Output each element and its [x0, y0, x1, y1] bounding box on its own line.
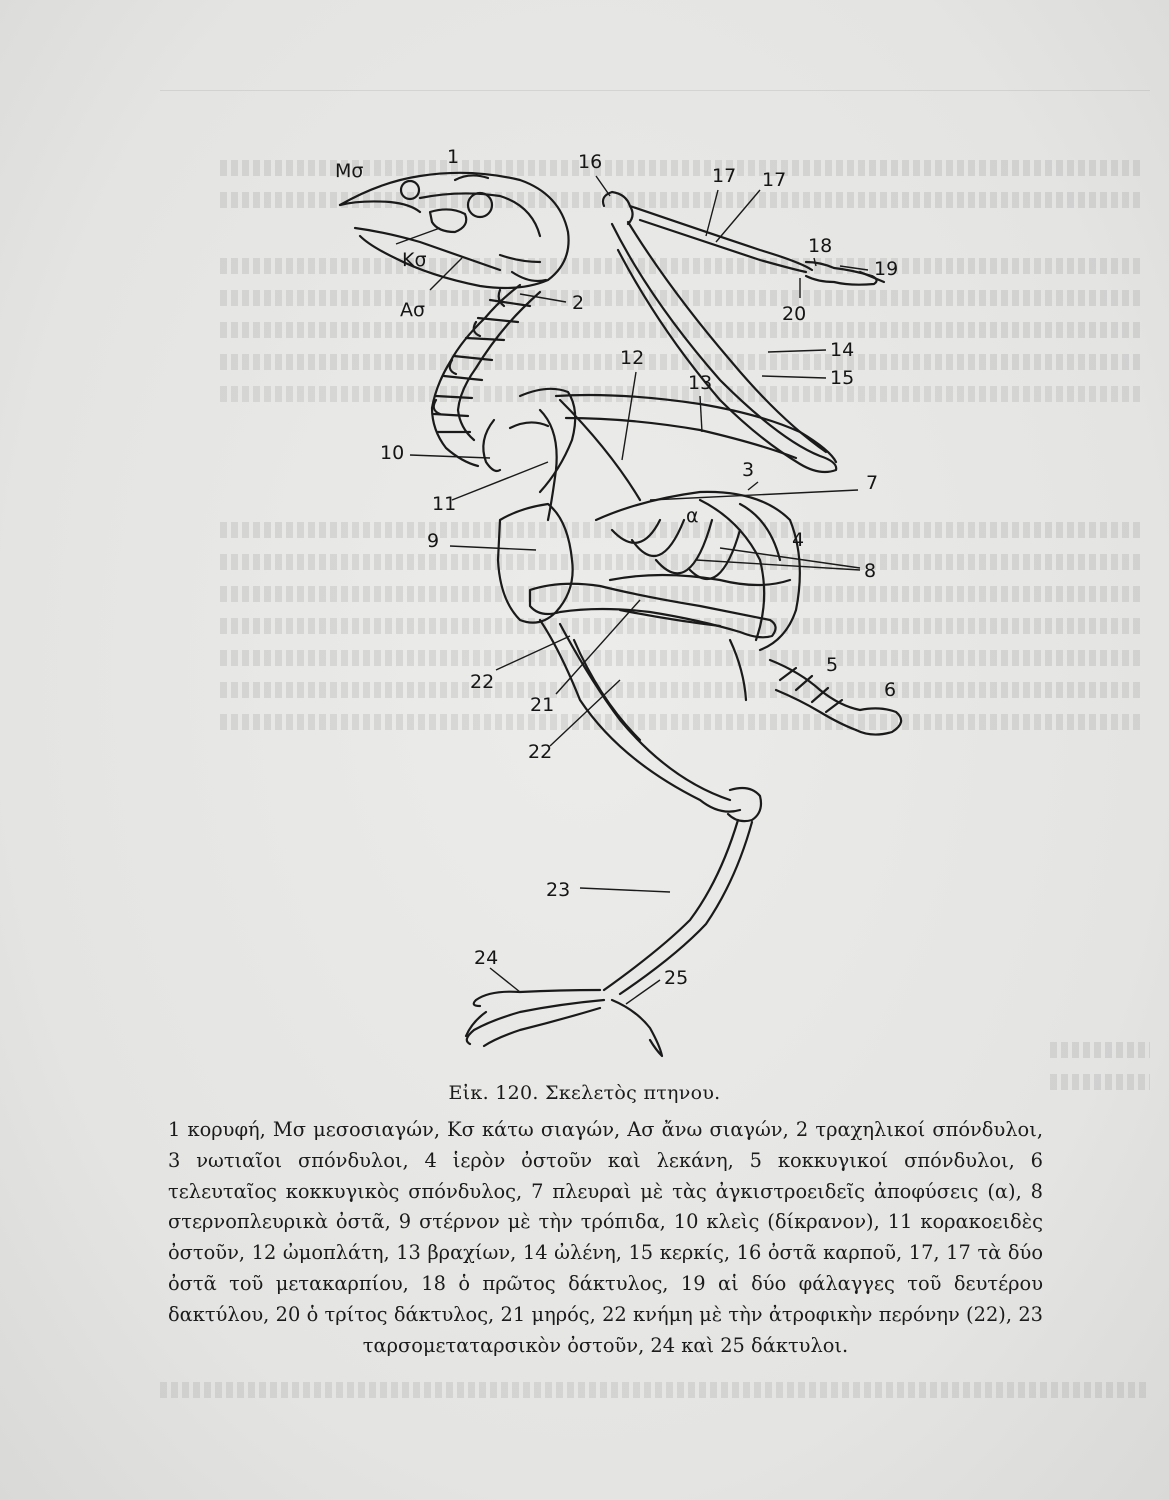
label-12: 12 [620, 347, 645, 369]
label-25: 25 [664, 967, 689, 989]
label-2: 2 [572, 292, 585, 314]
scapula-humerus [556, 395, 836, 500]
label-22b: 22 [528, 741, 553, 763]
leader-lines [396, 176, 868, 1004]
label-11: 11 [432, 493, 457, 515]
label-16: 16 [578, 151, 603, 173]
label-23: 23 [546, 879, 571, 901]
label-20: 20 [782, 303, 807, 325]
label-alpha: α [686, 505, 699, 527]
figure-caption-body: 1 κορυφή, Μσ μεσοσιαγών, Κσ κάτω σιαγών, Ασ ἄνω σιαγών, 2 τραχηλικοί σπόνδυλοι, 3 νωτιαῖοι σπόνδυλοι, 4 ἱερὸν ὀστοῦν καὶ λεκάνη, 5 κοκκυγικοί σπόνδυλοι, 6 τελευταῖος κοκκυγικὸς σπόνδυλος, 7 πλευραὶ μὲ τὰς ἀγκιστροειδεῖς ἀποφύσεις (α), 8 στερνοπλευρικὰ ὀστᾶ, 9 στέρνον μὲ τὴν τρόπιδα, 10 κλεὶς (δίκρανον), 11 κορακοειδὲς ὀστοῦν, 12 ὠμοπλάτη, 13 βραχίων, 14 ὠλένη, 15 κερκίς, 16 ὀστᾶ καρποῦ, 17, 17 τὰ δύο ὀστᾶ τοῦ μετακαρπίου, 18 ὁ πρῶτος δάκτυλος, 19 αἱ δύο φάλαγγες τοῦ δευτέρου δακτύλου, 20 ὁ τρίτος δάκτυλος, 21 μηρός, 22 κνήμη μὲ τὴν ἀτροφικὴν περόνην (22), 23 ταρσομεταταρσικὸν ὀστοῦν, 24 καὶ 25 δάκτυλοι. [168, 1118, 1043, 1357]
label-24: 24 [474, 947, 499, 969]
label-15: 15 [830, 367, 855, 389]
label-ms: Μσ [335, 160, 364, 182]
label-10: 10 [380, 442, 405, 464]
neck-vertebrae [432, 285, 540, 466]
label-ks: Κσ [402, 249, 427, 271]
label-5: 5 [826, 654, 839, 676]
skull [340, 173, 569, 288]
label-4: 4 [792, 529, 805, 551]
label-6: 6 [884, 679, 897, 701]
label-21: 21 [530, 694, 555, 716]
label-13: 13 [688, 372, 713, 394]
sternum-girdle [483, 389, 575, 623]
label-1: 1 [447, 146, 460, 168]
label-19: 19 [874, 258, 899, 280]
tibia [540, 620, 761, 821]
label-18: 18 [808, 235, 833, 257]
label-3: 3 [742, 459, 755, 481]
label-7: 7 [866, 472, 879, 494]
label-17b: 17 [762, 169, 787, 191]
label-8: 8 [864, 560, 877, 582]
label-as: Ασ [400, 299, 426, 321]
wing [603, 192, 884, 472]
label-14: 14 [830, 339, 855, 361]
femur [530, 584, 776, 638]
label-22a: 22 [470, 671, 495, 693]
figure-caption-title: Εἰκ. 120. Σκελετὸς πτηνου. [448, 1082, 721, 1104]
label-9: 9 [427, 530, 440, 552]
label-17a: 17 [712, 165, 737, 187]
